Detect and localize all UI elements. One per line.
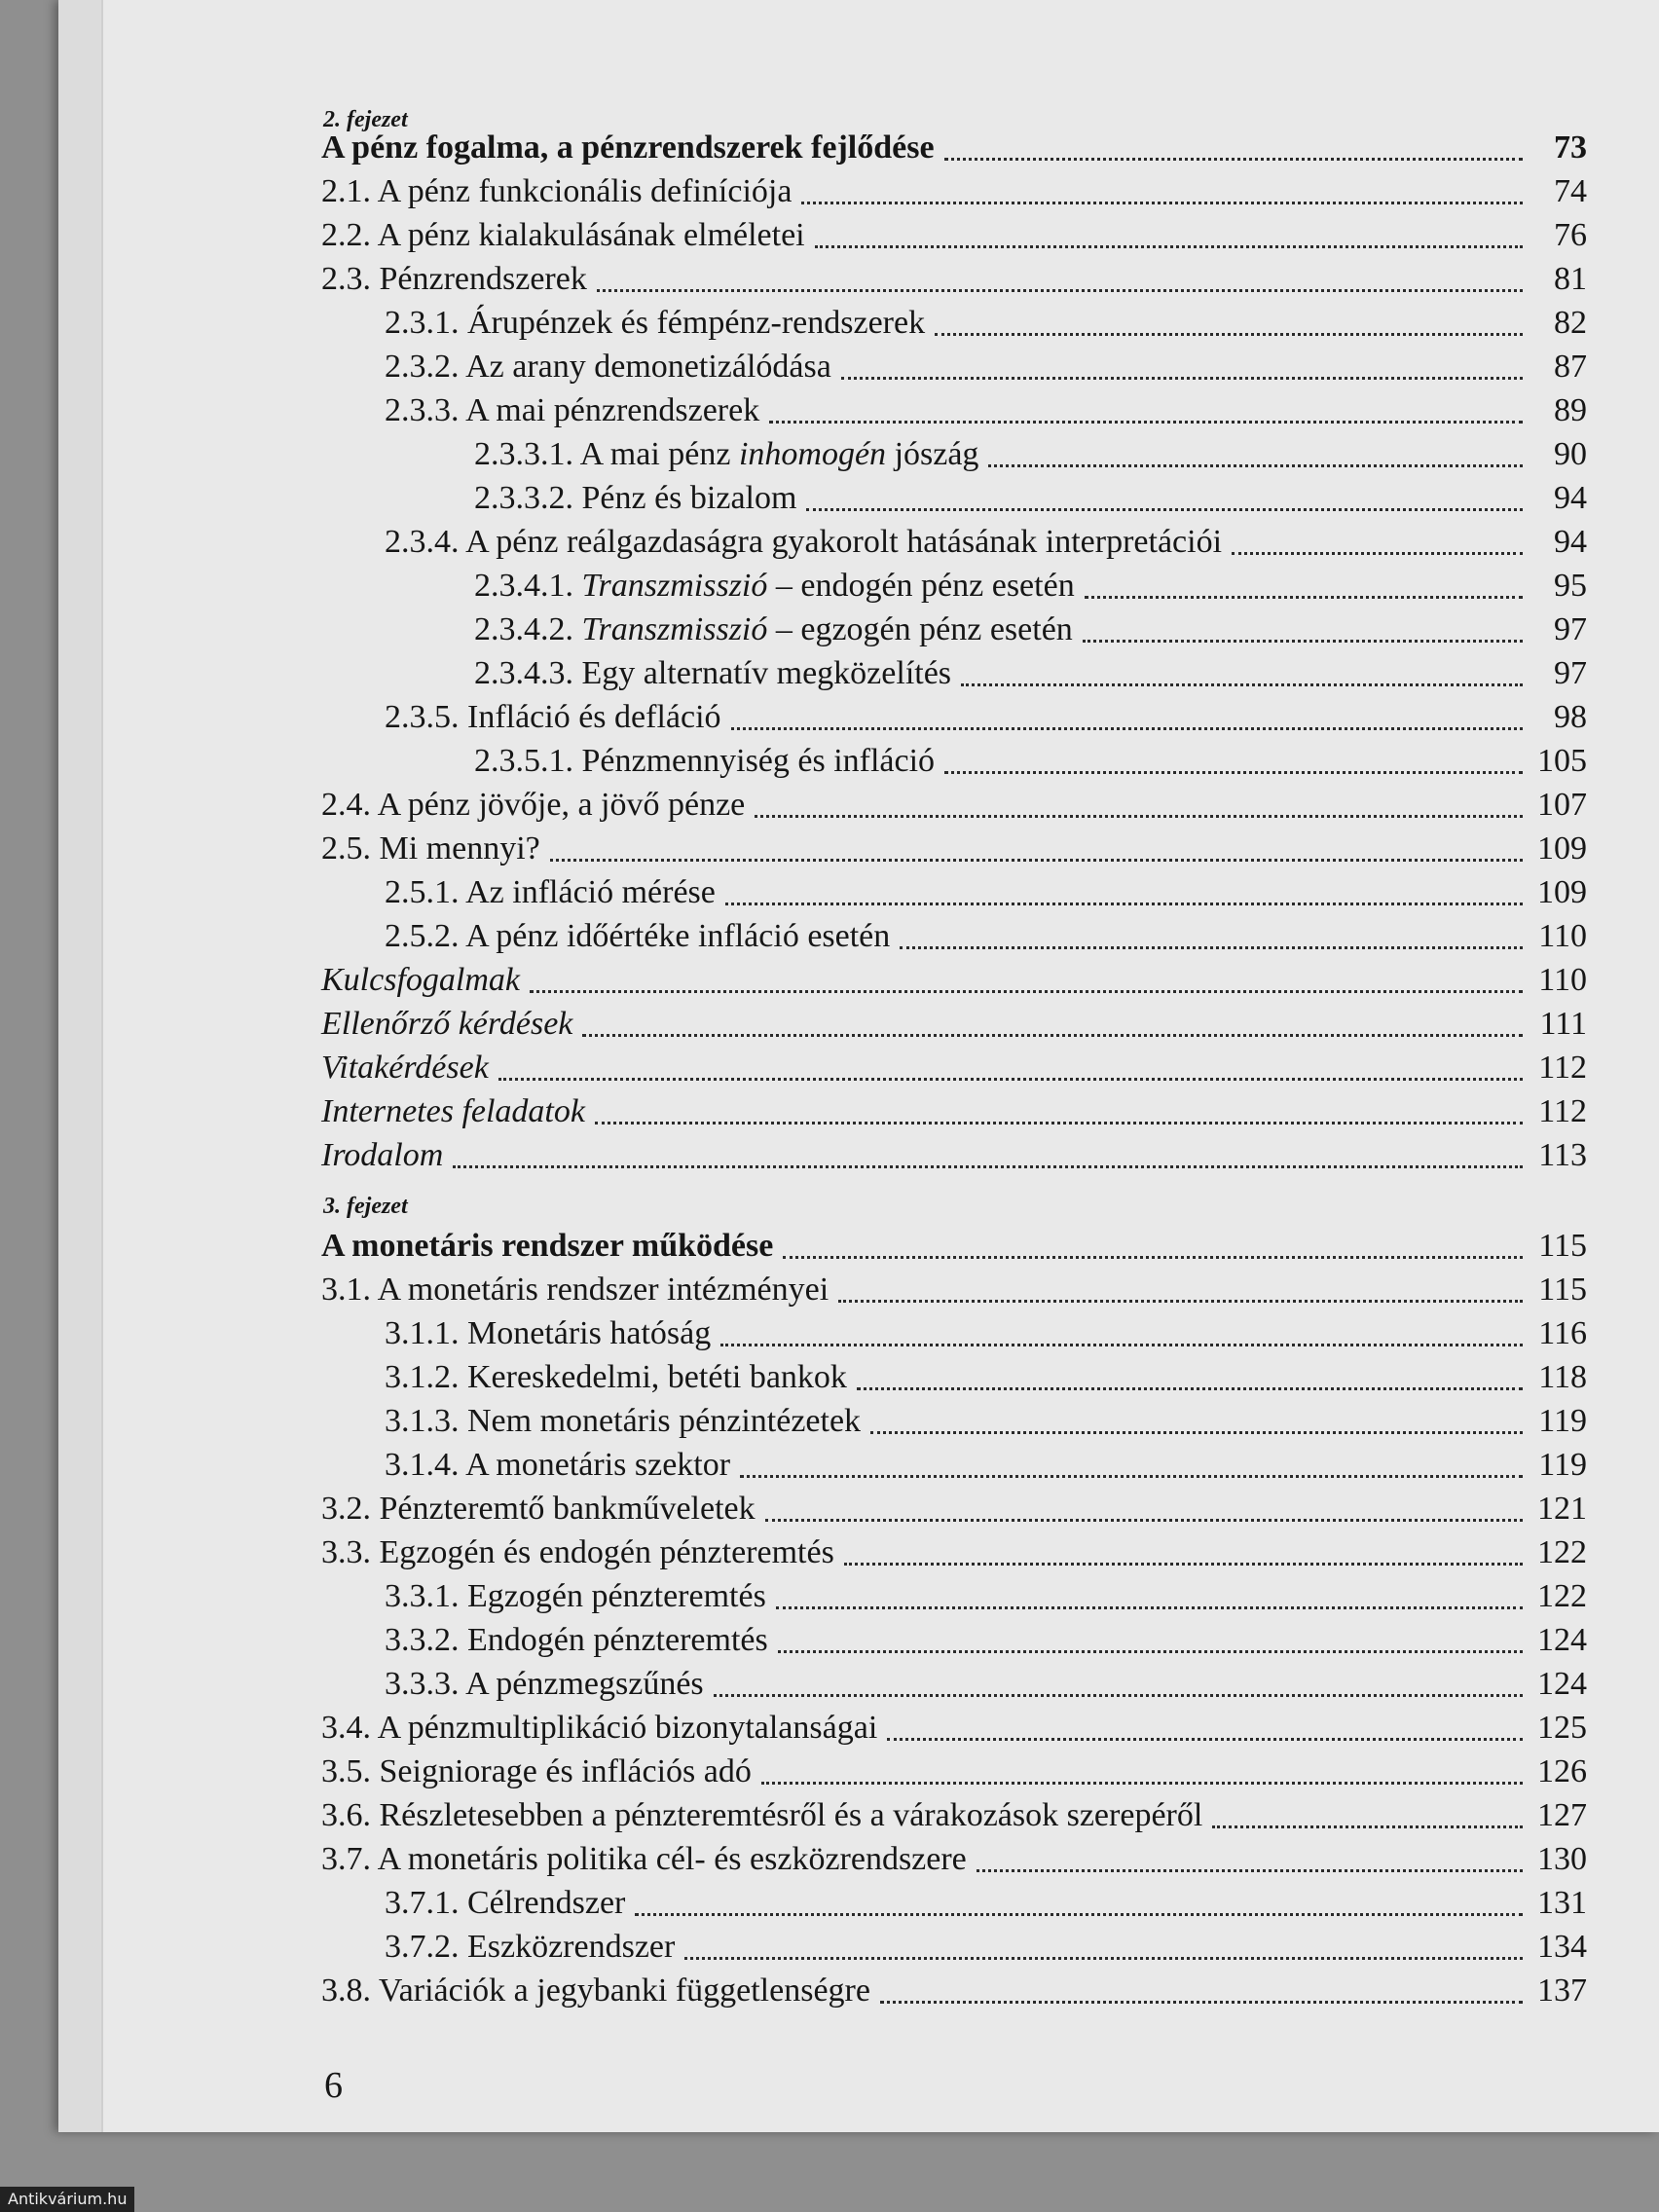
toc-page: 119 bbox=[1538, 1403, 1587, 1439]
toc-page: 109 bbox=[1537, 874, 1587, 910]
leader-dots bbox=[769, 411, 1523, 424]
toc-row[interactable] bbox=[385, 1882, 1587, 1925]
toc-page: 76 bbox=[1554, 217, 1587, 253]
leader-dots bbox=[776, 1597, 1523, 1609]
leader-dots bbox=[944, 761, 1523, 774]
toc-title-post: jószág bbox=[886, 436, 979, 472]
leader-dots bbox=[755, 805, 1523, 818]
toc-title-pre: 2.3.3.1. A mai pénz bbox=[474, 436, 739, 472]
toc-page: 95 bbox=[1554, 568, 1587, 604]
toc-title-emph: Transzmisszió bbox=[581, 611, 768, 647]
toc-row[interactable] bbox=[474, 652, 1587, 695]
toc-page: 82 bbox=[1554, 305, 1587, 341]
toc-page: 118 bbox=[1538, 1359, 1587, 1395]
toc-page: 107 bbox=[1537, 787, 1587, 823]
toc-title: 3.3. Egzogén és endogén pénzteremtés bbox=[321, 1534, 834, 1570]
leader-dots bbox=[761, 1772, 1523, 1785]
toc-row[interactable] bbox=[321, 828, 1587, 870]
toc-title: A pénz fogalma, a pénzrendszerek fejlődése bbox=[321, 129, 935, 166]
toc-row[interactable] bbox=[321, 1970, 1587, 2012]
toc-row[interactable] bbox=[321, 1707, 1587, 1750]
leader-dots bbox=[935, 323, 1523, 336]
toc-title: 3.3.3. A pénzmegszűnés bbox=[385, 1666, 704, 1702]
toc-title: 2.5. Mi mennyi? bbox=[321, 830, 540, 866]
toc-title: 2.1. A pénz funkcionális definíciója bbox=[321, 173, 793, 209]
toc-title: 3.4. A pénzmultiplikáció bizonytalanságai bbox=[321, 1710, 878, 1746]
toc-row[interactable] bbox=[474, 608, 1587, 651]
toc-title: 3.5. Seigniorage és inflációs adó bbox=[321, 1753, 752, 1789]
toc-page: 109 bbox=[1537, 830, 1587, 866]
leader-dots bbox=[725, 893, 1523, 905]
toc-title: 3.1.4. A monetáris szektor bbox=[385, 1447, 731, 1483]
toc-row[interactable] bbox=[321, 1269, 1587, 1311]
leader-dots bbox=[550, 849, 1523, 862]
leader-dots bbox=[778, 1641, 1523, 1653]
toc-page: 115 bbox=[1538, 1272, 1587, 1308]
toc-page: 124 bbox=[1537, 1666, 1587, 1702]
toc-title-pre: 2.3.4.2. bbox=[474, 611, 582, 647]
toc-page: 94 bbox=[1554, 524, 1587, 560]
toc-row[interactable] bbox=[474, 740, 1587, 783]
leader-dots bbox=[1232, 542, 1523, 555]
toc-page: 113 bbox=[1538, 1137, 1587, 1173]
toc-row[interactable] bbox=[385, 915, 1587, 958]
toc-title bbox=[474, 433, 978, 476]
leader-dots bbox=[582, 1024, 1523, 1037]
leader-dots bbox=[857, 1378, 1523, 1390]
leader-dots bbox=[597, 279, 1523, 292]
toc-page: 112 bbox=[1538, 1050, 1587, 1086]
toc-title: Kulcsfogalmak bbox=[321, 962, 520, 998]
toc-title: Internetes feladatok bbox=[321, 1093, 585, 1129]
leader-dots bbox=[887, 1728, 1523, 1741]
toc-title: 3.1.2. Kereskedelmi, betéti bankok bbox=[385, 1359, 847, 1395]
toc-title: 3.3.1. Egzogén pénzteremtés bbox=[385, 1578, 766, 1614]
toc-title: A monetáris rendszer működése bbox=[321, 1228, 774, 1264]
toc-page: 121 bbox=[1537, 1491, 1587, 1527]
toc-page: 115 bbox=[1538, 1228, 1587, 1264]
toc-title: 2.5.2. A pénz időértéke infláció esetén bbox=[385, 918, 891, 954]
leader-dots bbox=[595, 1112, 1523, 1124]
leader-dots bbox=[731, 718, 1523, 730]
toc-page: 94 bbox=[1554, 480, 1587, 516]
toc-page: 127 bbox=[1537, 1797, 1587, 1833]
toc-page: 89 bbox=[1554, 392, 1587, 428]
toc-row[interactable] bbox=[385, 346, 1587, 388]
leader-dots bbox=[740, 1465, 1523, 1478]
toc-row[interactable] bbox=[321, 1047, 1587, 1089]
toc-page: 131 bbox=[1537, 1885, 1587, 1921]
toc-row[interactable] bbox=[385, 1619, 1587, 1662]
toc-title: 2.3.3.2. Pénz és bizalom bbox=[474, 480, 797, 516]
watermark: Antikvárium.hu bbox=[0, 2187, 134, 2212]
toc-row[interactable] bbox=[321, 214, 1587, 257]
leader-dots bbox=[841, 367, 1523, 380]
leader-dots bbox=[1212, 1816, 1523, 1828]
toc-page: 134 bbox=[1537, 1929, 1587, 1965]
toc-title: 3.7.2. Eszközrendszer bbox=[385, 1929, 676, 1965]
toc-row[interactable] bbox=[385, 696, 1587, 739]
toc-row[interactable] bbox=[321, 784, 1587, 827]
toc-title: 2.2. A pénz kialakulásának elméletei bbox=[321, 217, 805, 253]
leader-dots bbox=[684, 1947, 1523, 1960]
toc-title bbox=[474, 608, 1073, 651]
toc-title: 2.4. A pénz jövője, a jövő pénze bbox=[321, 787, 746, 823]
toc-row[interactable] bbox=[321, 1225, 1587, 1268]
toc-title: 3.7. A monetáris politika cél- és eszközrendszere bbox=[321, 1841, 967, 1877]
toc-row[interactable] bbox=[385, 871, 1587, 914]
toc-title: 3.7.1. Célrendszer bbox=[385, 1885, 626, 1921]
leader-dots bbox=[720, 1334, 1523, 1346]
toc-title: 3.1.1. Monetáris hatóság bbox=[385, 1315, 712, 1351]
toc-row[interactable] bbox=[321, 170, 1587, 213]
leader-dots bbox=[530, 980, 1523, 993]
toc-page: 125 bbox=[1537, 1710, 1587, 1746]
toc-row[interactable] bbox=[385, 1400, 1587, 1443]
toc-page: 97 bbox=[1554, 611, 1587, 647]
leader-dots bbox=[880, 1991, 1523, 2004]
toc-title-post: – endogén pénz esetén bbox=[767, 568, 1075, 604]
toc-row[interactable] bbox=[385, 1356, 1587, 1399]
toc-title-pre: 2.3.4.1. bbox=[474, 568, 582, 604]
toc-row[interactable] bbox=[321, 1003, 1587, 1046]
toc-title: Irodalom bbox=[321, 1137, 444, 1173]
chapter-2-label: 2. fejezet bbox=[323, 107, 408, 132]
toc-row[interactable] bbox=[321, 127, 1587, 169]
toc-row[interactable] bbox=[385, 1444, 1587, 1487]
toc-row[interactable] bbox=[385, 1312, 1587, 1355]
toc-row[interactable] bbox=[321, 1134, 1587, 1177]
leader-dots bbox=[783, 1246, 1523, 1259]
toc-page: 116 bbox=[1538, 1315, 1587, 1351]
leader-dots bbox=[944, 148, 1523, 161]
leader-dots bbox=[498, 1068, 1523, 1081]
toc-row[interactable] bbox=[321, 1751, 1587, 1793]
toc-title: 2.3.5. Infláció és defláció bbox=[385, 699, 721, 735]
leader-dots bbox=[870, 1421, 1523, 1434]
leader-dots bbox=[1085, 586, 1523, 599]
toc-title: Ellenőrző kérdések bbox=[321, 1006, 573, 1042]
page-number: 6 bbox=[324, 2065, 343, 2106]
toc-title bbox=[474, 565, 1075, 608]
toc-title: 3.6. Részletesebben a pénzteremtésről és a várakozások szerepéről bbox=[321, 1797, 1203, 1833]
toc-row[interactable] bbox=[385, 1926, 1587, 1969]
toc-title: 2.3.3. A mai pénzrendszerek bbox=[385, 392, 760, 428]
toc-page: 112 bbox=[1538, 1093, 1587, 1129]
toc-page: 97 bbox=[1554, 655, 1587, 691]
toc-row[interactable] bbox=[385, 389, 1587, 432]
toc-title: Vitakérdések bbox=[321, 1050, 489, 1086]
toc-title-emph: Transzmisszió bbox=[581, 568, 768, 604]
toc-row[interactable] bbox=[385, 521, 1587, 564]
toc-row[interactable] bbox=[474, 565, 1587, 608]
toc-row[interactable] bbox=[385, 302, 1587, 345]
toc-title: 2.3.4. A pénz reálgazdaságra gyakorolt hatásának interpretációi bbox=[385, 524, 1223, 560]
toc-title: 2.3.1. Árupénzek és fémpénz-rendszerek bbox=[385, 305, 926, 341]
leader-dots bbox=[815, 236, 1523, 248]
leader-dots bbox=[844, 1553, 1523, 1566]
toc-row[interactable] bbox=[474, 477, 1587, 520]
toc-title: 2.3.2. Az arany demonetizálódása bbox=[385, 349, 831, 385]
toc-page: 110 bbox=[1538, 962, 1587, 998]
toc-title: 2.3. Pénzrendszerek bbox=[321, 261, 587, 297]
toc-title: 3.1.3. Nem monetáris pénzintézetek bbox=[385, 1403, 862, 1439]
leader-dots bbox=[453, 1156, 1523, 1168]
toc-row[interactable] bbox=[474, 433, 1587, 476]
toc-page: 81 bbox=[1554, 261, 1587, 297]
toc-row[interactable] bbox=[321, 258, 1587, 301]
leader-dots bbox=[765, 1509, 1523, 1522]
toc-title: 3.3.2. Endogén pénzteremtés bbox=[385, 1622, 768, 1658]
toc-title: 3.2. Pénzteremtő bankműveletek bbox=[321, 1491, 756, 1527]
toc-page: 87 bbox=[1554, 349, 1587, 385]
toc-title-post: – egzogén pénz esetén bbox=[767, 611, 1073, 647]
chapter-3-label: 3. fejezet bbox=[323, 1194, 408, 1219]
toc-row[interactable] bbox=[321, 959, 1587, 1002]
toc-page: 119 bbox=[1538, 1447, 1587, 1483]
leader-dots bbox=[838, 1290, 1523, 1303]
toc-page: 130 bbox=[1537, 1841, 1587, 1877]
toc-page: 124 bbox=[1537, 1622, 1587, 1658]
toc-row[interactable] bbox=[321, 1090, 1587, 1133]
toc-row[interactable] bbox=[385, 1663, 1587, 1706]
leader-dots bbox=[801, 192, 1523, 204]
toc-title-emph: inhomogén bbox=[738, 436, 887, 472]
toc-row[interactable] bbox=[321, 1488, 1587, 1530]
toc-title: 2.5.1. Az infláció mérése bbox=[385, 874, 716, 910]
toc-title: 3.8. Variációk a jegybanki függetlenségre bbox=[321, 1972, 870, 2009]
toc-page: 73 bbox=[1554, 129, 1587, 166]
toc-page: 111 bbox=[1539, 1006, 1587, 1042]
toc-row[interactable] bbox=[321, 1794, 1587, 1837]
toc-row[interactable] bbox=[385, 1575, 1587, 1618]
leader-dots bbox=[977, 1860, 1523, 1872]
toc-title: 2.3.5.1. Pénzmennyiség és infláció bbox=[474, 743, 936, 779]
leader-dots bbox=[900, 937, 1523, 949]
toc-page: 122 bbox=[1537, 1534, 1587, 1570]
toc-title: 3.1. A monetáris rendszer intézményei bbox=[321, 1272, 830, 1308]
leader-dots bbox=[988, 455, 1523, 467]
toc-page: 137 bbox=[1537, 1972, 1587, 2009]
toc-title: 2.3.4.3. Egy alternatív megközelítés bbox=[474, 655, 952, 691]
toc-page: 74 bbox=[1554, 173, 1587, 209]
leader-dots bbox=[635, 1903, 1523, 1916]
toc-page: 98 bbox=[1554, 699, 1587, 735]
leader-dots bbox=[1083, 630, 1523, 643]
toc-page: 90 bbox=[1554, 436, 1587, 472]
toc-page: 126 bbox=[1537, 1753, 1587, 1789]
toc-page: 105 bbox=[1537, 743, 1587, 779]
toc-page: 110 bbox=[1538, 918, 1587, 954]
leader-dots bbox=[806, 498, 1523, 511]
toc-row[interactable] bbox=[321, 1838, 1587, 1881]
leader-dots bbox=[714, 1684, 1523, 1697]
leader-dots bbox=[961, 674, 1523, 686]
toc-row[interactable] bbox=[321, 1531, 1587, 1574]
toc-page: 122 bbox=[1537, 1578, 1587, 1614]
